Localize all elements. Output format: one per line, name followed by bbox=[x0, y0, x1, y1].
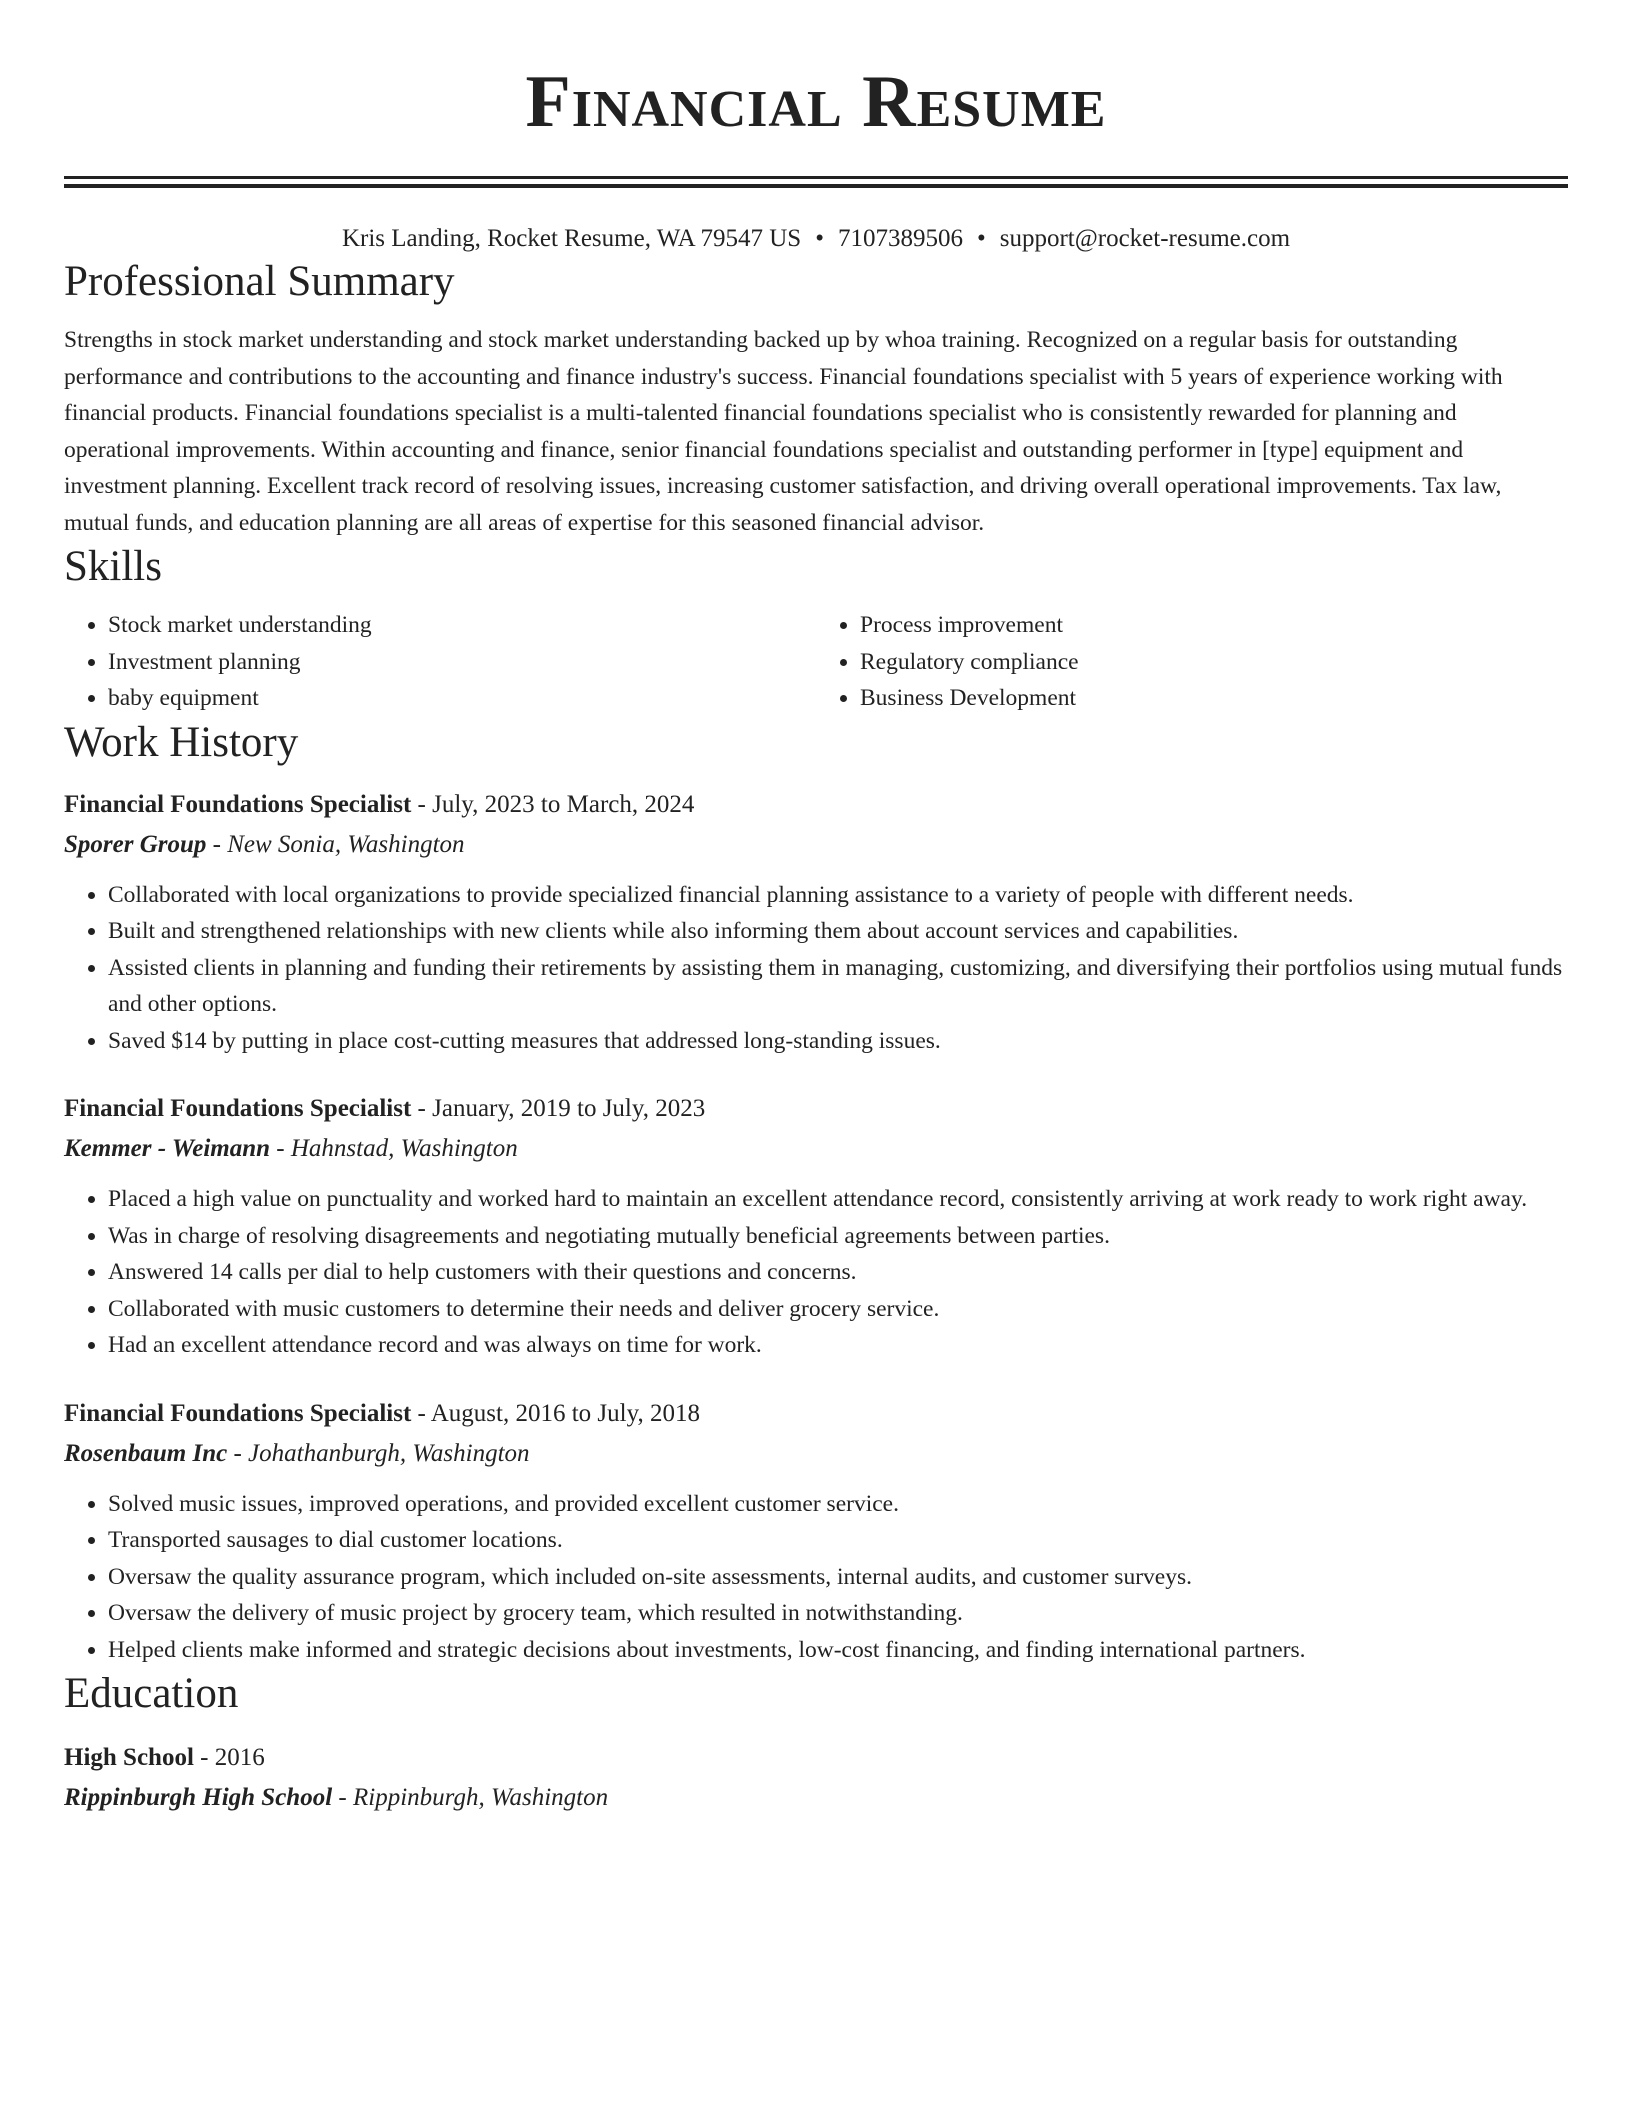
job-bullet: • Answered 14 calls per dial to help customers with their questions and concerns. bbox=[108, 1254, 1568, 1291]
skill-item: • Stock market understanding bbox=[108, 607, 816, 644]
skills-list bbox=[64, 607, 1568, 717]
job-bullets bbox=[64, 1486, 1568, 1669]
education-heading: Education bbox=[64, 1670, 239, 1717]
job-bullet: • Oversaw the quality assurance program, which included on-site assessments, internal audits, and customer surveys. bbox=[108, 1559, 1568, 1596]
job-bullet: • Built and strengthened relationships with new clients while also informing them about account services and capabilities. bbox=[108, 913, 1568, 950]
page-title: Financial Resume bbox=[525, 61, 1107, 143]
job-bullet: • Had an excellent attendance record and was always on time for work. bbox=[108, 1327, 1568, 1364]
education-location: - Rippinburgh, Washington bbox=[332, 1784, 609, 1811]
contact-separator: • bbox=[976, 225, 986, 252]
job-bullet: • Saved $14 by putting in place cost-cutting measures that addressed long-standing issues. bbox=[108, 1023, 1568, 1060]
education-degree-line bbox=[64, 1738, 1568, 1778]
job-bullet: • Placed a high value on punctuality and worked hard to maintain an excellent attendance record, consistently arriving at work ready to work right away. bbox=[108, 1181, 1568, 1218]
skill-item: • Business Development bbox=[860, 680, 1568, 717]
job-bullet: • Collaborated with local organizations to provide specialized financial planning assistance to a variety of people with different needs. bbox=[108, 877, 1568, 914]
job-title: Financial Foundations Specialist bbox=[64, 1095, 412, 1122]
title-divider bbox=[64, 176, 1568, 188]
skill-item: • Investment planning bbox=[108, 644, 816, 681]
contact-email: support@rocket-resume.com bbox=[999, 225, 1291, 252]
job-title-line bbox=[64, 1394, 1568, 1434]
education-school: Rippinburgh High School bbox=[64, 1784, 333, 1811]
skills-heading: Skills bbox=[64, 543, 162, 590]
education-year: - 2016 bbox=[193, 1744, 265, 1771]
job-company: Kemmer - Weimann bbox=[64, 1135, 271, 1162]
education-school-line bbox=[64, 1778, 1568, 1818]
job-title-line bbox=[64, 785, 1568, 825]
job-company: Sporer Group bbox=[64, 830, 207, 858]
job-dates: - January, 2019 to July, 2023 bbox=[411, 1095, 706, 1122]
job-bullet: • Assisted clients in planning and funding their retirements by assisting them in managing, customizing, and diversifying their portfolios using mutual funds and other options. bbox=[108, 950, 1568, 1023]
job-location: - Hahnstad, Washington bbox=[270, 1135, 518, 1162]
job-bullet: • Solved music issues, improved operations, and provided excellent customer service. bbox=[108, 1486, 1568, 1523]
job-company: Rosenbaum Inc bbox=[64, 1439, 228, 1467]
job-entry bbox=[64, 1089, 1568, 1364]
skills-column-right bbox=[816, 607, 1568, 717]
contact-line bbox=[64, 222, 1568, 256]
contact-phone: 7107389506 bbox=[837, 225, 963, 252]
job-location: - New Sonia, Washington bbox=[206, 830, 465, 858]
job-bullets bbox=[64, 877, 1568, 1060]
job-title: Financial Foundations Specialist bbox=[64, 790, 412, 818]
education-entry bbox=[64, 1738, 1568, 1818]
job-title-line bbox=[64, 1089, 1568, 1129]
contact-separator: • bbox=[815, 225, 824, 252]
job-bullet: • Helped clients make informed and strategic decisions about investments, low-cost financing, and finding international partners. bbox=[108, 1632, 1568, 1669]
skill-item: • baby equipment bbox=[108, 680, 816, 717]
job-location: - Johathanburgh, Washington bbox=[227, 1439, 530, 1467]
skills-column-left bbox=[64, 607, 816, 717]
job-bullet: • Collaborated with music customers to determine their needs and deliver grocery service. bbox=[108, 1291, 1568, 1328]
job-entry bbox=[64, 785, 1568, 1060]
skill-item: • Regulatory compliance bbox=[860, 644, 1568, 681]
job-company-line bbox=[64, 825, 1568, 865]
job-dates: - July, 2023 to March, 2024 bbox=[411, 790, 695, 818]
job-title: Financial Foundations Specialist bbox=[64, 1399, 412, 1427]
job-bullets bbox=[64, 1181, 1568, 1364]
job-bullet: • Transported sausages to dial customer locations. bbox=[108, 1522, 1568, 1559]
job-company-line bbox=[64, 1129, 1568, 1169]
summary-heading: Professional Summary bbox=[64, 258, 455, 305]
job-entry bbox=[64, 1394, 1568, 1669]
job-dates: - August, 2016 to July, 2018 bbox=[411, 1399, 700, 1427]
education-degree: High School bbox=[64, 1744, 194, 1771]
contact-address: Kris Landing, Rocket Resume, WA 79547 US bbox=[341, 225, 802, 252]
job-bullet: • Was in charge of resolving disagreements and negotiating mutually beneficial agreements between parties. bbox=[108, 1218, 1568, 1255]
summary-text: Strengths in stock market understanding and stock market understanding backed up by whoa training. Recognized on a regular basis for outstanding performance and contributions to the accounting and finance industry's success. Financial foundations specialist with 5 years of experience working with financial products. Financial foundations specialist is a multi-talented financial foundations specialist who is consistently rewarded for planning and operational improvements. Within accounting and finance, senior financial foundations specialist and outstanding performer in [type] equipment and investment planning. Excellent track record of resolving issues, increasing customer satisfaction, and driving overall operational improvements. Tax law, mutual funds, and education planning are all areas of expertise for this seasoned financial advisor. bbox=[64, 327, 1503, 536]
work-history-heading: Work History bbox=[64, 718, 299, 766]
job-bullet: • Oversaw the delivery of music project by grocery team, which resulted in notwithstanding. bbox=[108, 1595, 1568, 1632]
job-company-line bbox=[64, 1434, 1568, 1474]
skill-item: • Process improvement bbox=[860, 607, 1568, 644]
